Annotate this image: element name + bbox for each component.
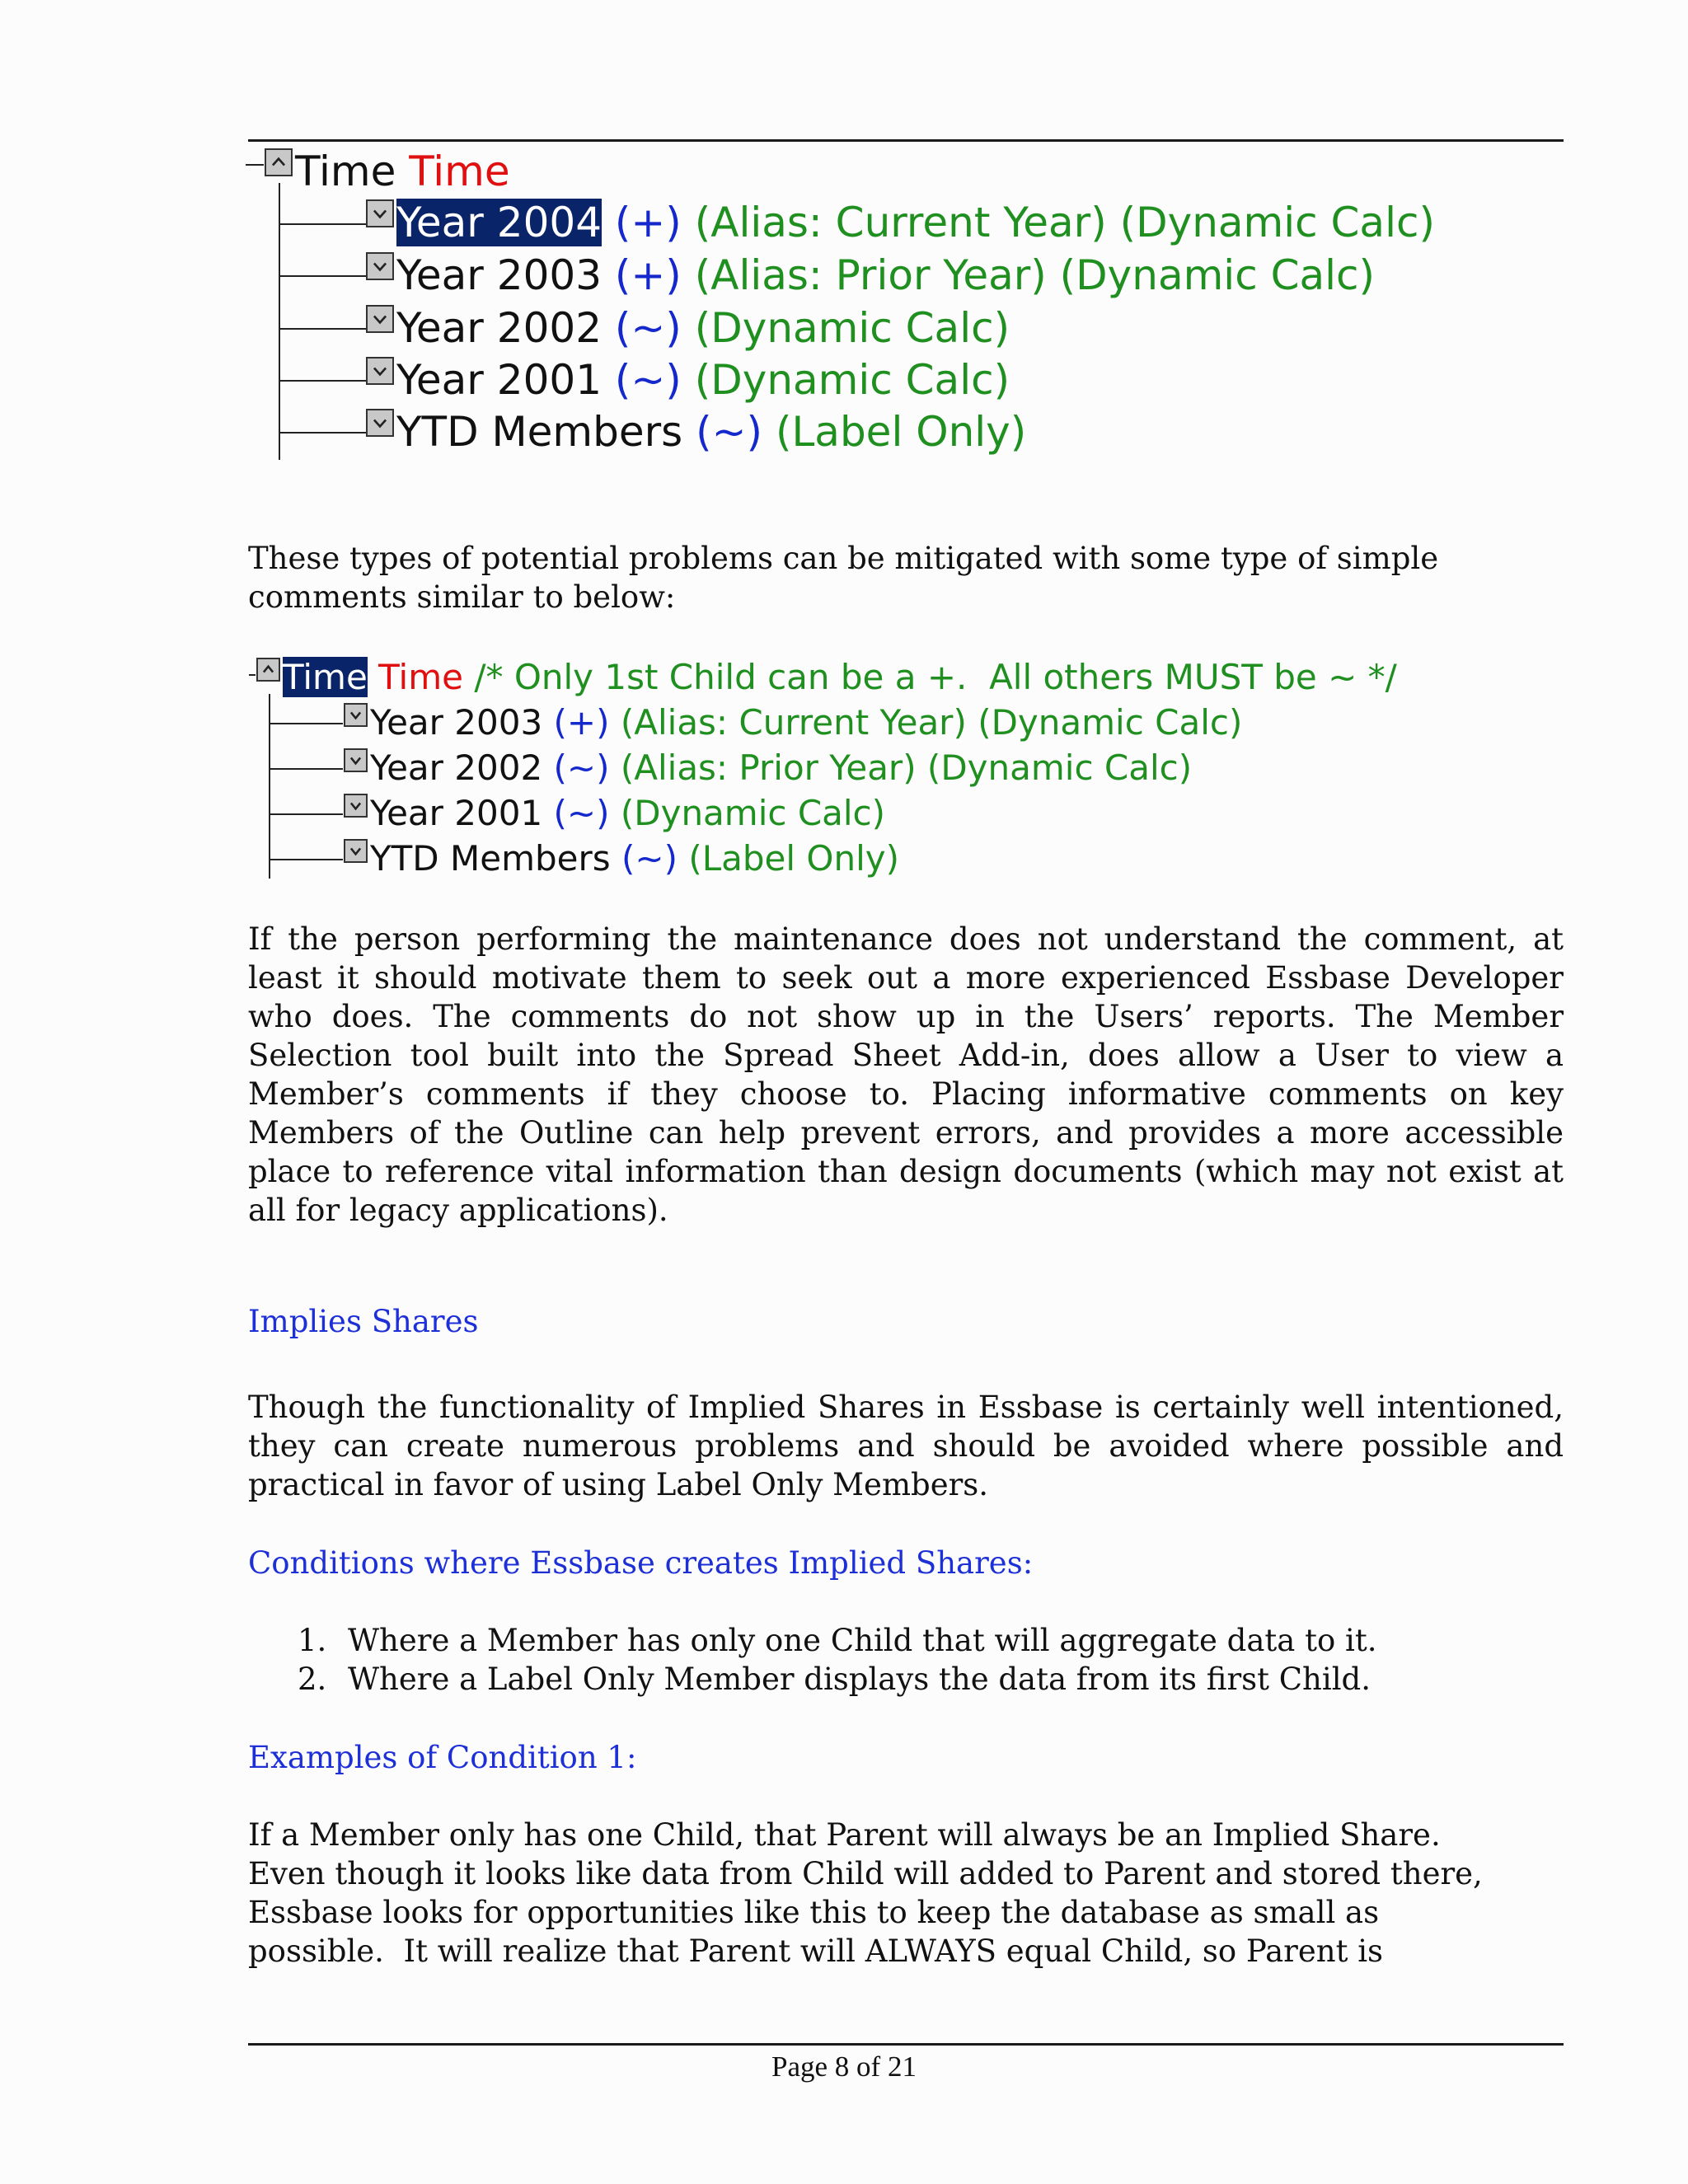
outline-member[interactable] (344, 791, 885, 834)
member-properties: (Alias: Current Year) (Dynamic Calc) (694, 199, 1435, 246)
member-properties: (Label Only) (775, 408, 1027, 456)
member-name: Year 2002 (370, 747, 543, 788)
member-properties: (Label Only) (688, 837, 899, 879)
list-item (298, 1660, 326, 1699)
text-line: Even though it looks like data from Child will added to Parent and stored there, (248, 1856, 1483, 1891)
member-name: Year 2001 (370, 792, 543, 833)
outline-tree-2 (0, 0, 1688, 907)
paragraph-intro: These types of potential problems can be mitigated with some type of simple comments similar to below: (248, 541, 1439, 615)
root-alias: Time (378, 656, 463, 697)
member-operator: (~) (696, 408, 763, 456)
member-name: Year 2001 (396, 356, 602, 404)
paragraph-example (248, 1816, 1564, 1971)
member-operator: (~) (553, 792, 610, 833)
section-heading-conditions: Conditions where Essbase creates Implied Shares: (248, 1545, 1034, 1581)
member-operator: (~) (614, 356, 682, 404)
expand-icon[interactable] (344, 794, 368, 818)
collapse-icon[interactable] (256, 658, 280, 682)
list-item-text: Where a Member has only one Child that will aggregate data to it. (348, 1623, 1377, 1658)
member-properties: (Alias: Prior Year) (Dynamic Calc) (620, 747, 1193, 788)
root-comment: /* Only 1st Child can be a +. All others MUST be ~ */ (474, 656, 1397, 697)
text-line: If a Member only has one Child, that Parent will always be an Implied Share. (248, 1817, 1441, 1853)
expand-icon[interactable] (344, 839, 368, 863)
member-name: Year 2002 (396, 304, 602, 352)
footer-rule (248, 2043, 1564, 2046)
list-number: 1. (298, 1623, 327, 1658)
member-properties: (Alias: Prior Year) (Dynamic Calc) (694, 251, 1376, 299)
text-line: Essbase looks for opportunities like this to keep the database as small as (248, 1895, 1380, 1930)
page-number: Page 8 of 21 (771, 2050, 917, 2083)
member-name: Year 2003 (370, 701, 543, 743)
tree-trunk (269, 694, 270, 879)
root-name: Time (295, 148, 396, 195)
outline-member[interactable] (344, 837, 899, 879)
list-item (298, 1621, 326, 1660)
member-properties: (Dynamic Calc) (694, 356, 1010, 404)
expand-icon[interactable] (344, 748, 368, 772)
member-name: Year 2003 (396, 251, 602, 299)
member-operator: (~) (621, 837, 678, 879)
section-heading-implies-shares: Implies Shares (248, 1304, 479, 1339)
member-properties: (Dynamic Calc) (694, 304, 1010, 352)
member-name: YTD Members (370, 837, 611, 879)
text-line: possible. It will realize that Parent will ALWAYS equal Child, so Parent is (248, 1933, 1384, 1969)
member-properties: (Alias: Current Year) (Dynamic Calc) (620, 701, 1243, 743)
outline-root-time[interactable] (256, 655, 1397, 698)
expand-icon[interactable] (344, 703, 368, 727)
outline-member[interactable] (344, 701, 1242, 743)
paragraph-implied-shares: Though the functionality of Implied Shares in Essbase is certainly well intentioned, they can create numerous problems and should be avoided where possible and practical in favor of using Label Only Members. (248, 1390, 1564, 1502)
root-alias: Time (409, 148, 510, 195)
root-connector (249, 674, 256, 676)
root-name: Time (283, 656, 368, 697)
member-operator: (~) (553, 747, 610, 788)
member-name: Year 2004 (396, 199, 602, 246)
paragraph-comments: If the person performing the maintenance does not understand the comment, at least it should motivate them to seek out a more experienced Essbase Developer who does. The comments do not show up in the Users’ reports. The Member Selection tool built into the Spread Sheet Add-in, does allow a User to view a Member’s comments if they choose to. Placing informative comments on key Members of the Outline can help prevent errors, and provides a more accessible place to reference vital information than design documents (which may not exist at all for legacy applications). (248, 921, 1564, 1228)
member-operator: (+) (614, 199, 682, 246)
section-heading-examples: Examples of Condition 1: (248, 1740, 637, 1775)
member-properties: (Dynamic Calc) (620, 792, 886, 833)
outline-member[interactable] (344, 746, 1192, 789)
member-operator: (+) (553, 701, 610, 743)
member-operator: (+) (614, 251, 682, 299)
member-name: YTD Members (396, 408, 683, 456)
list-item-text: Where a Label Only Member displays the data from its first Child. (348, 1661, 1371, 1697)
list-number: 2. (298, 1661, 327, 1697)
member-operator: (~) (614, 304, 682, 352)
